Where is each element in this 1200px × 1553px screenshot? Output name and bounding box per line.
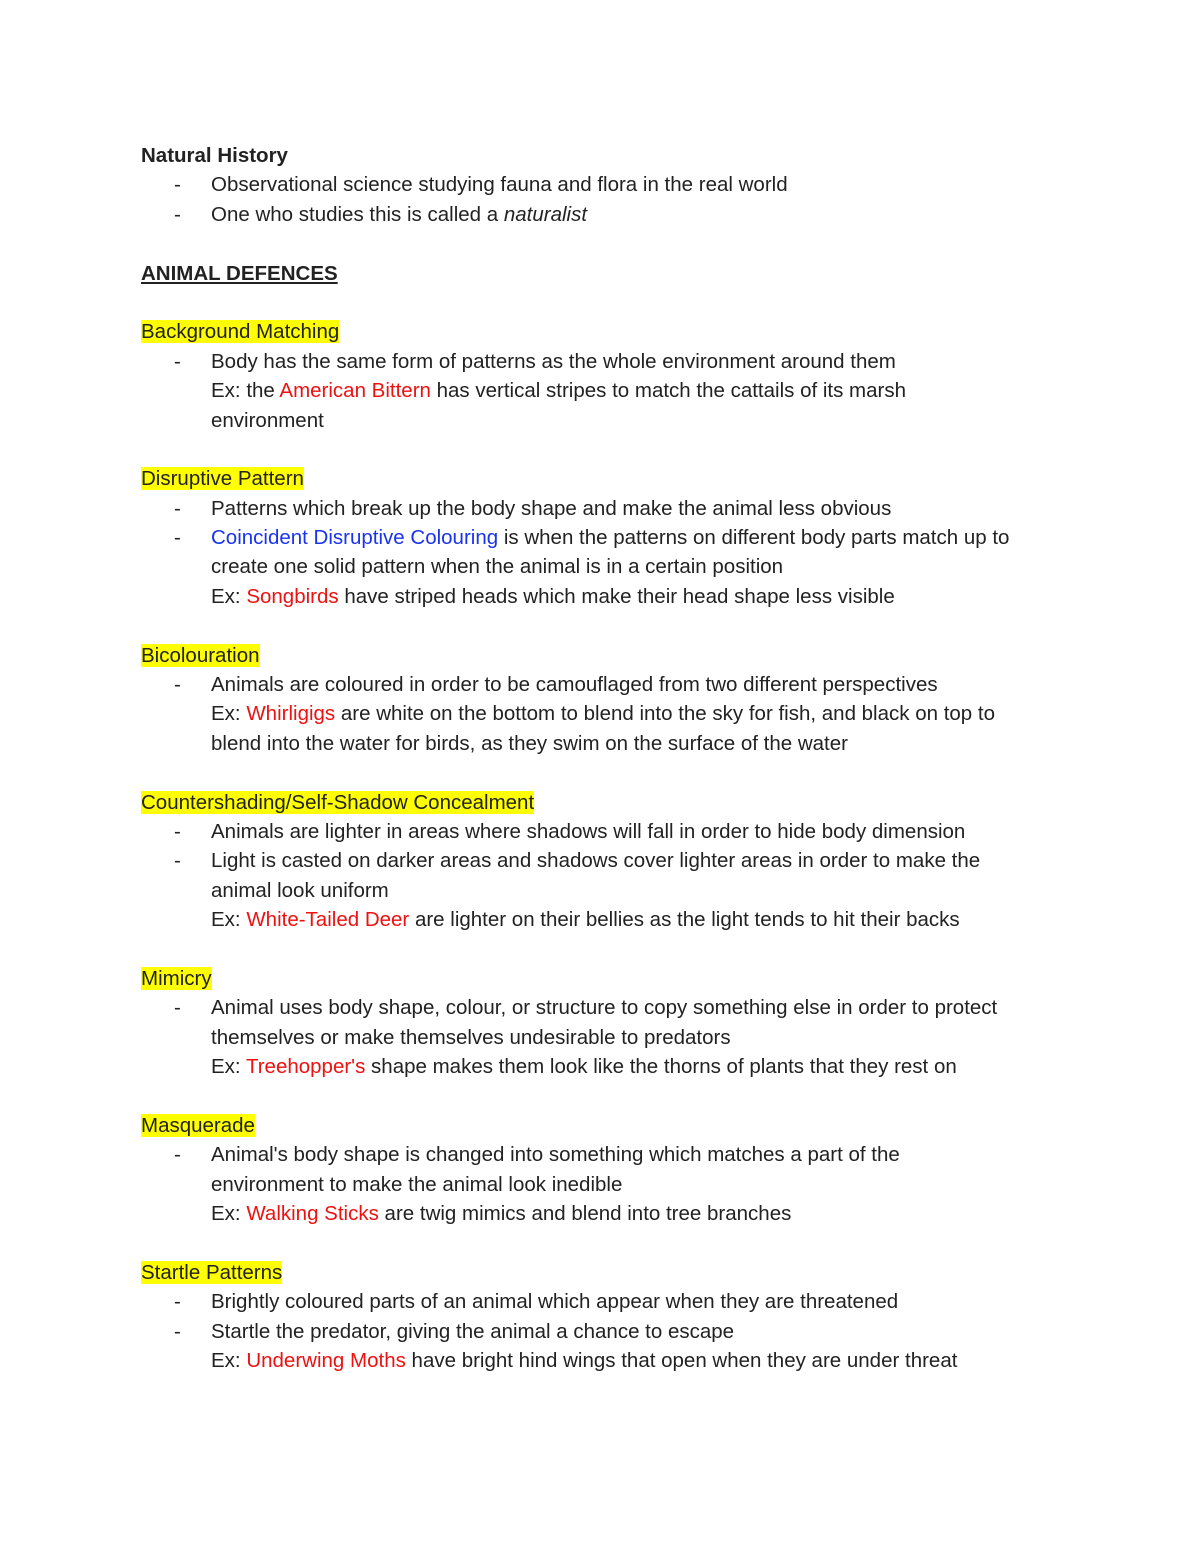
bullet: - Startle the predator, giving the animal a chance to escape [174,1319,735,1343]
naturalist-term: naturalist [503,202,588,226]
term-coincident-disruptive-colouring: Coincident Disruptive Colouring [211,526,499,550]
example-name: Whirligigs [246,702,336,726]
example-line-cont: blend into the water for birds, as they swim on the surface of the water [211,731,848,755]
example-name: Walking Sticks [246,1202,379,1226]
heading-bicolouration: Bicolouration [141,643,260,667]
example-name: Treehopper's [245,1055,366,1079]
example-line: Ex: Walking Sticks are twig mimics and blend into tree branches [211,1202,792,1226]
dash: - [174,173,181,197]
example-name: Songbirds [246,584,339,608]
example-line: Ex: Songbirds have striped heads which make their head shape less visible [211,584,895,608]
heading-countershading: Countershading/Self-Shadow Concealment [141,790,535,814]
bullet: - Patterns which break up the body shape and make the animal less obvious [174,496,892,520]
dash: - [174,202,181,226]
bullet: - Animals are lighter in areas where shadows will fall in order to hide body dimension [174,819,966,843]
document-page [141,141,1101,1375]
bullet: - Brightly coloured parts of an animal which appear when they are threatened [174,1290,899,1314]
example-line-cont: environment [211,408,324,432]
section-title: ANIMAL DEFENCES [141,261,338,285]
example-line: Ex: Whirligigs are white on the bottom to blend into the sky for fish, and black on top to [211,702,996,726]
intro-bullet-1: - Observational science studying fauna and flora in the real world [141,170,1101,199]
example-line: Ex: the American Bittern has vertical stripes to match the cattails of its marsh [211,379,907,403]
intro-title: Natural History [141,144,288,167]
bullet-cont: animal look uniform [211,878,389,902]
bullet: - Animals are coloured in order to be camouflaged from two different perspectives [174,673,938,697]
example-line: Ex: Treehopper's shape makes them look like the thorns of plants that they rest on [211,1055,957,1079]
bullet: - Body has the same form of patterns as the whole environment around them [174,349,896,373]
bullet: - Light is casted on darker areas and shadows cover lighter areas in order to make the [174,849,981,873]
heading-startle-patterns: Startle Patterns [141,1260,283,1284]
bullet-cont: themselves or make themselves undesirable to predators [211,1025,731,1049]
heading-disruptive-pattern: Disruptive Pattern [141,467,304,491]
heading-mimicry: Mimicry [141,966,212,990]
example-name: Underwing Moths [246,1349,406,1373]
bullet-cont: create one solid pattern when the animal is in a certain position [211,555,784,579]
bullet: - Animal's body shape is changed into something which matches a part of the [174,1143,900,1167]
heading-masquerade: Masquerade [141,1113,255,1137]
bullet-cont: environment to make the animal look inedible [211,1172,623,1196]
example-name: White-Tailed Deer [246,908,410,932]
example-line: Ex: Underwing Moths have bright hind wings that open when they are under threat [211,1349,958,1373]
example-line: Ex: White-Tailed Deer are lighter on their bellies as the light tends to hit their backs [211,908,960,932]
bullet: - Coincident Disruptive Colouring is when the patterns on different body parts match up to [174,526,1010,550]
example-name: American Bittern [279,379,431,403]
intro-bullet-2: - One who studies this is called a naturalist [141,200,1101,229]
heading-background-matching: Background Matching [141,320,340,344]
bullet: - Animal uses body shape, colour, or structure to copy something else in order to protect [174,996,998,1020]
